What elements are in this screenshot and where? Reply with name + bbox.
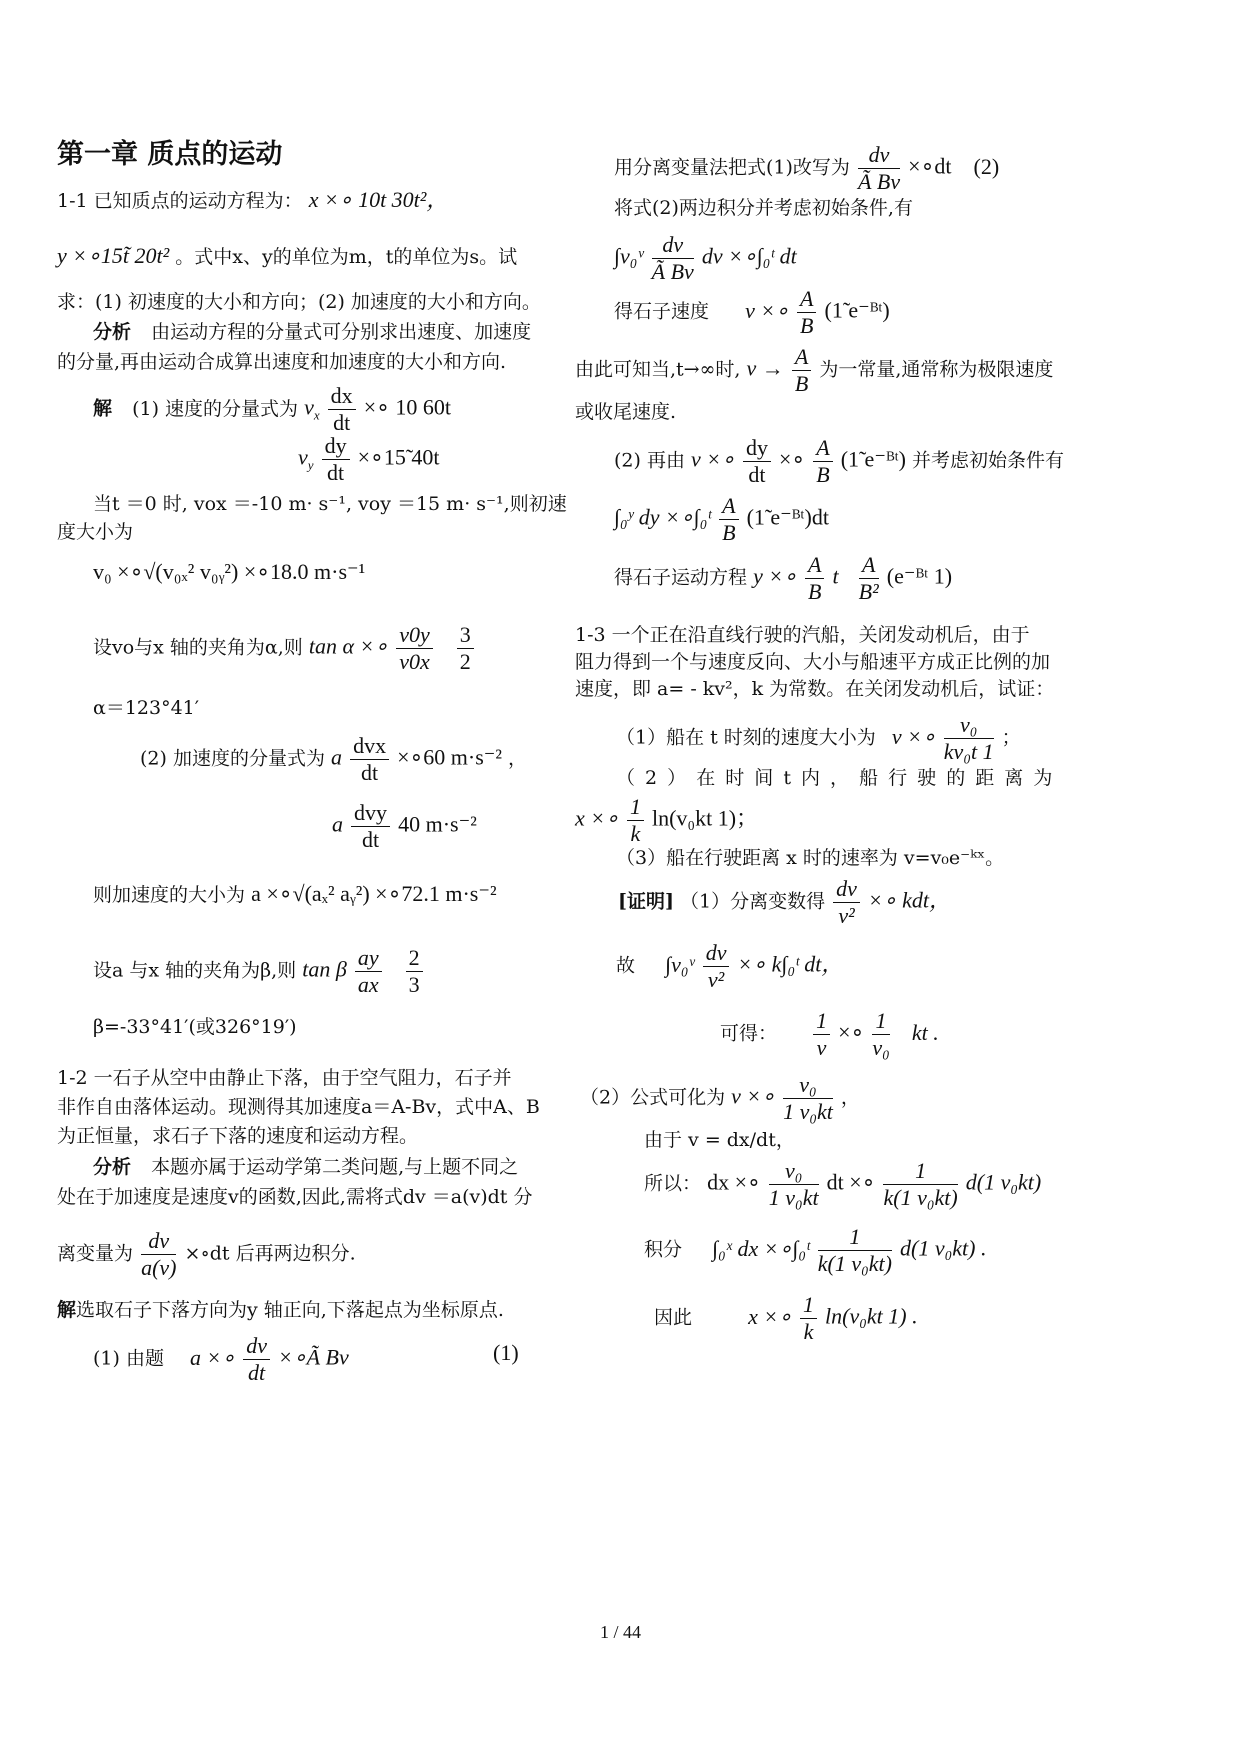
frac-num: A [859, 552, 879, 579]
proof1-rhs: ×∘ kdt， [867, 887, 951, 913]
frac-num: A [797, 286, 816, 313]
frac-num: ay [355, 945, 382, 972]
frac-den: B [816, 462, 830, 487]
frac-den: v² [707, 967, 725, 992]
analysis-text: ×∘dt 后再两边积分. [184, 1242, 356, 1265]
solution-text: 选取石子下落方向为y 轴正向,下落起点为坐标原点. [76, 1299, 504, 1321]
problem-1-1-y-equation: y ×∘15t̃ 20t² [57, 243, 170, 268]
ay-rhs: 40 m·s⁻² [398, 811, 477, 837]
beta-fraction [355, 945, 382, 998]
v-symbol: v ×∘ [731, 1083, 776, 1109]
beta-result: β=-33°41′(或326°19′) [93, 1016, 297, 1038]
beta-angle [93, 945, 425, 998]
frac-num: 3 [457, 622, 474, 649]
x-symbol: x ×∘ [748, 1303, 792, 1329]
analysis-label: 分析 [93, 321, 132, 343]
frac-num: A [805, 552, 824, 579]
item2-fraction [627, 794, 644, 847]
speed-fraction [797, 286, 816, 339]
problem-1-1-line3: 求：(1) 初速度的大小和方向；(2) 加速度的大小和方向。 [57, 291, 541, 313]
frac-num: 1 [627, 794, 644, 821]
solution-vy [298, 433, 439, 486]
solution-text: (1) 速度的分量式为 [132, 397, 299, 420]
ax-rhs: ×∘60 m·s⁻² [397, 744, 502, 770]
semicolon: ； [1001, 726, 1021, 749]
frac-num: dy [322, 433, 350, 460]
motion-fraction [805, 552, 824, 605]
initial-velocity-text-2: 度大小为 [57, 521, 134, 543]
frac-num: dy [743, 435, 771, 462]
frac-num: dv [833, 876, 860, 903]
p2-line2: 由于 v = dx/dt， [644, 1129, 795, 1151]
problem-1-1-line1 [57, 188, 448, 213]
solution-label: 解 [93, 397, 113, 420]
frac-den: dt [748, 462, 766, 487]
problem-1-2-line1: 1-2 一石子从空中由静止下落，由于空气阻力，石子并 [57, 1067, 512, 1089]
analysis-text: 本题亦属于运动学第二类问题,与上题不同之 [151, 1156, 519, 1178]
p2-line1 [580, 1072, 860, 1125]
solution-text: 得石子运动方程 [614, 566, 748, 589]
accel-mag-math: a ×∘√(aₓ² aᵧ²) ×∘72.1 m·s⁻² [251, 881, 497, 906]
problem-1-1-analysis [93, 320, 531, 344]
p2-line5 [654, 1292, 918, 1345]
motion-tail: (e⁻ᴮᵗ 1) [886, 563, 953, 589]
p2-fraction [783, 1072, 833, 1125]
vx-symbol: v [304, 394, 314, 420]
vx-fraction [328, 383, 356, 436]
proof-text: 积分 [644, 1238, 683, 1261]
ay-equation [332, 800, 477, 853]
alpha-fraction-2 [457, 622, 474, 675]
frac-den: dt [361, 760, 379, 785]
analysis-text-2: 的分量,再由运动合成算出速度和加速度的大小和方向. [57, 351, 507, 373]
vy-subscript: y [307, 457, 314, 473]
p2-line4-tail: d(1 v₀kt) . [900, 1235, 987, 1261]
vx-subscript: x [313, 407, 320, 423]
analysis-label: 分析 [93, 1156, 132, 1178]
solution-text: 得石子速度 [614, 300, 710, 323]
frac-den: ax [357, 972, 379, 997]
frac-num: dvx [350, 733, 389, 760]
frac-num: v₀ [769, 1158, 819, 1185]
eq1-fraction [243, 1333, 270, 1386]
frac-den: dt [333, 410, 351, 435]
proof3-mid: ×∘ [838, 1019, 865, 1045]
p2-line5-tail: ln(v₀kt 1) . [825, 1303, 918, 1329]
beta-text: 设a 与x 轴的夹角为β,则 [93, 959, 297, 982]
v-symbol: v ×∘ [891, 723, 936, 749]
frac-den: B [794, 371, 809, 396]
p2-line4-fraction [818, 1224, 892, 1277]
eq-tag: (1) [493, 1340, 519, 1365]
alpha-fraction [396, 622, 433, 675]
proof-text: 所以： [644, 1172, 702, 1195]
eq2-fraction [858, 142, 900, 195]
alpha-text: 设vo与x 轴的夹角为α,则 [93, 636, 303, 659]
integral-rhs: dv ×∘∫₀ᵗ dt [701, 243, 797, 269]
ax-symbol: a [331, 744, 343, 770]
limit-fraction [792, 344, 811, 397]
frac-num: 1 [818, 1224, 892, 1251]
y-symbol: y ×∘ [753, 563, 797, 589]
motion-fraction-2 [859, 552, 879, 605]
frac-den: k [630, 821, 641, 846]
v-symbol: v ×∘ [691, 446, 735, 472]
solution-text: 由此可知当,t→∞时, [575, 358, 741, 381]
frac-num: 1 [872, 1008, 889, 1035]
frac-den: v [816, 1035, 827, 1060]
item-1 [616, 712, 1021, 765]
item-2-math [575, 794, 758, 847]
r-speed [614, 286, 890, 339]
problem-1-2-analysis [93, 1155, 518, 1179]
ax-equation [140, 733, 527, 786]
ax-fraction [350, 733, 389, 786]
accel-text: (2) 加速度的分量式为 [140, 747, 325, 770]
frac-den: B² [858, 579, 879, 604]
integral2-rhs: (1̃ e⁻ᴮᵗ)dt [746, 504, 829, 530]
eq-tag: (2) [973, 153, 1000, 179]
frac-num: dv [652, 232, 694, 259]
proof-1 [618, 876, 951, 929]
frac-den: B [808, 579, 822, 604]
p2-line3-fraction-2 [883, 1158, 957, 1211]
problem-1-2-line2: 非作自由落体运动。现测得其加速度a＝A-Bv，式中A、B [57, 1096, 540, 1118]
vy-symbol: v [298, 444, 308, 470]
proof3-fraction [813, 1008, 830, 1061]
item-text: （1）船在 t 时刻的速度大小为 [616, 726, 876, 749]
proof-3 [720, 1008, 939, 1061]
r-limit-2: 或收尾速度. [575, 401, 677, 423]
p2-line3-fraction [769, 1158, 819, 1211]
r-part2 [614, 435, 1064, 488]
beta-fraction-2 [406, 945, 423, 998]
problem-1-3-line2: 阻力得到一个与速度反向、大小与船速平方成正比例的加 [575, 651, 1051, 673]
solution-label: 解 [57, 1299, 77, 1321]
accel-mag-text: 则加速度的大小为 [93, 884, 246, 906]
frac-num: v₀ [944, 712, 994, 739]
initial-velocity-text: 当t ＝0 时, vox ＝-10 m· s⁻¹, voy ＝15 m· s⁻¹,则初速 [93, 493, 567, 515]
frac-num: dvy [351, 800, 390, 827]
frac-den: dt [361, 827, 380, 852]
problem-1-1-x-equation: x ×∘ 10t 30t²， [308, 187, 449, 212]
frac-num: dv [703, 940, 730, 967]
item-3: （3）船在行驶距离 x 时的速率为 v=v₀e⁻ᵏˣ。 [616, 847, 1005, 869]
frac-den: a(v) [141, 1255, 177, 1280]
r-integral-2 [614, 493, 829, 546]
frac-den: k(1 v₀kt) [883, 1185, 958, 1210]
alpha-result: α＝123°41′ [93, 697, 200, 719]
proof2-rhs: ×∘ k∫₀ᵗ dt， [737, 951, 844, 977]
comma: ， [840, 1086, 860, 1109]
frac-num: v₀ [783, 1072, 833, 1099]
eq2-rhs: ×∘dt [908, 153, 952, 179]
integral-fraction [652, 232, 694, 285]
speed-tail: (1̃ e⁻ᴮᵗ) [824, 297, 890, 323]
x-symbol: x ×∘ [575, 805, 619, 831]
frac-den: dt [327, 460, 345, 485]
ay-symbol: a [332, 811, 343, 837]
p2-line4 [644, 1224, 986, 1277]
frac-den: dt [248, 1360, 266, 1385]
item2-rhs: ln(v₀kt 1)； [651, 805, 759, 831]
v0-equation: v₀ ×∘√(v₀ₓ² v₀ᵧ²) ×∘18.0 m·s⁻¹ [93, 559, 366, 584]
chapter-title: 第一章 质点的运动 [57, 139, 283, 170]
frac-den: B [800, 313, 814, 338]
eq1-rhs: ×∘Ã Bv [278, 1344, 349, 1370]
frac-num: dx [328, 383, 356, 410]
t-symbol: t [832, 563, 839, 589]
item-2: （ 2 ） 在 时 间 t 内 ， 船 行 驶 的 距 离 为 [616, 767, 1053, 789]
page-number: 1 / 44 [599, 1622, 641, 1642]
integral-sign: ∫₀ʸ dy ×∘∫₀ᵗ [614, 504, 712, 530]
r-integrate-text: 将式(2)两边积分并考虑初始条件,有 [614, 197, 913, 219]
accel-magnitude [93, 882, 497, 907]
frac-den: v0x [399, 649, 430, 674]
separation-fraction [141, 1228, 176, 1281]
part2-tail: (1̃ e⁻ᴮᵗ) [840, 446, 906, 472]
solution-text: 为一常量,通常称为极限速度 [819, 358, 1054, 381]
integral-sign: ∫₀ˣ dx ×∘∫₀ᵗ [712, 1235, 810, 1261]
frac-den: k(1 v₀kt) [817, 1251, 892, 1276]
frac-den: k [803, 1319, 814, 1344]
p2-line5-fraction [800, 1292, 817, 1345]
integral-sign: ∫v₀ᵛ [614, 243, 644, 269]
frac-den: Ã Bv [857, 169, 901, 194]
frac-num: 1 [813, 1008, 830, 1035]
part2-fraction [743, 435, 771, 488]
integral2-fraction [719, 493, 738, 546]
problem-1-1-line2 [57, 244, 517, 269]
frac-num: 1 [883, 1158, 957, 1185]
item1-fraction [944, 712, 994, 765]
proof-label: [证明] [618, 890, 674, 913]
frac-num: dv [243, 1333, 270, 1360]
problem-1-1-units: 。式中x、y的单位为m，t的单位为s。试 [175, 246, 518, 268]
frac-den: v² [838, 903, 855, 928]
frac-den: 1 v₀kt [783, 1099, 833, 1124]
r-limit [575, 344, 1053, 397]
vy-rhs: ×∘15̃ 40t [357, 444, 440, 470]
frac-den: v₀ [872, 1035, 890, 1060]
vy-fraction [322, 433, 350, 486]
frac-num: v0y [396, 622, 433, 649]
solution-text: (2) 再由 [614, 449, 685, 472]
frac-num: A [792, 344, 811, 371]
r-motion [614, 552, 952, 605]
alpha-angle [93, 622, 476, 675]
frac-den: Ã Bv [651, 259, 694, 284]
problem-1-1-statement: 1-1 已知质点的运动方程为： [57, 190, 303, 212]
frac-num: 1 [800, 1292, 817, 1319]
problem-1-2-eq1 [93, 1333, 523, 1386]
proof-text: （2）公式可化为 [580, 1086, 726, 1109]
tan-beta: tan β [302, 956, 347, 982]
tan-alpha: tan α ×∘ [308, 633, 389, 659]
frac-num: A [813, 435, 832, 462]
frac-num: A [719, 493, 738, 520]
solution-text: 用分离变量法把式(1)改写为 [614, 156, 850, 179]
proof-text: 故 [616, 954, 636, 977]
problem-1-3-line3: 速度，即 a= - kv²，k 为常数。在关闭发动机后，试证： [575, 678, 1055, 700]
analysis-text-2: 处在于加速度是速度v的函数,因此,需将式dv ＝a(v)dt 分 [57, 1186, 533, 1208]
problem-1-3-line1: 1-3 一个正在沿直线行驶的汽船，关闭发动机后，由于 [575, 624, 1030, 646]
a-symbol: a ×∘ [190, 1344, 236, 1370]
v-symbol: v ×∘ [745, 297, 789, 323]
proof-text: （1）分离变数得 [680, 890, 826, 913]
limit-math: v → [746, 355, 784, 381]
r-integral [614, 232, 797, 285]
solution-text: 并考虑初始条件有 [912, 449, 1065, 472]
frac-den: kv₀t 1 [943, 739, 994, 764]
proof-2 [616, 940, 843, 993]
proof2-fraction [703, 940, 730, 993]
p2-line3-tail: d(1 v₀kt) [965, 1169, 1042, 1195]
solution-vx [93, 383, 451, 436]
analysis-text-3 [57, 1228, 356, 1281]
problem-1-2-solution [57, 1298, 504, 1322]
analysis-text: 离变量为 [57, 1242, 134, 1265]
part2-mid: ×∘ [779, 446, 806, 472]
frac-num: dv [858, 142, 900, 169]
part2-fraction-2 [813, 435, 832, 488]
dt-symbol: dt ×∘ [826, 1169, 876, 1195]
vx-rhs: ×∘ 10 60t [363, 394, 452, 420]
proof-text: 因此 [654, 1306, 693, 1329]
proof1-fraction [833, 876, 860, 929]
r-eq2 [614, 142, 999, 195]
frac-den: 3 [408, 972, 420, 997]
frac-den: B [722, 520, 736, 545]
ax-comma: ， [508, 747, 528, 770]
solution-text: (1) 由题 [93, 1347, 164, 1370]
analysis-text: 由运动方程的分量式可分别求出速度、加速度 [151, 321, 532, 343]
frac-num: dv [141, 1228, 176, 1255]
frac-den: 1 v₀kt [768, 1185, 819, 1210]
problem-1-2-line3: 为正恒量，求石子下落的速度和运动方程。 [57, 1125, 419, 1147]
ay-fraction [351, 800, 390, 853]
integral-sign: ∫v₀ᵛ [665, 951, 695, 977]
proof3-rhs: kt . [911, 1019, 939, 1045]
p2-line3 [644, 1158, 1041, 1211]
proof3-fraction-2 [872, 1008, 889, 1061]
frac-den: 2 [459, 649, 471, 674]
proof-text: 可得： [720, 1022, 778, 1045]
frac-num: 2 [406, 945, 423, 972]
dx-symbol: dx ×∘ [707, 1169, 761, 1195]
